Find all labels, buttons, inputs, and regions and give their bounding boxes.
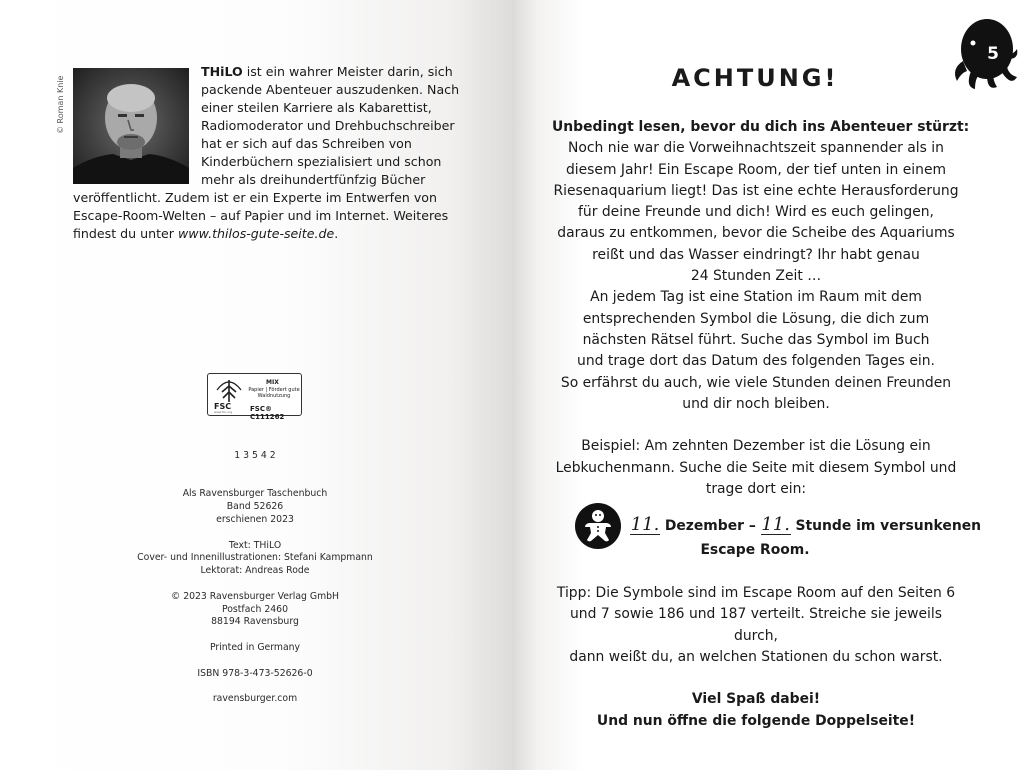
para3-line: Tipp: Die Symbole sind im Escape Room auf den Seiten 6 (556, 585, 956, 601)
page-number: 5 (987, 44, 999, 64)
instructions (552, 117, 970, 500)
fsc-description: Papier | Fördert gute Waldnutzung (248, 387, 300, 399)
example-entry (575, 503, 982, 558)
photo-spacer (73, 63, 201, 185)
para2-line: Beispiel: Am zehnten Dezember ist die Lösung ein (581, 438, 931, 455)
website-line[interactable]: ravensburger.com (212, 693, 298, 705)
text-credit: Text: THiLO (228, 539, 282, 551)
copyright-line: © 2023 Ravensburger Verlag GmbH (170, 590, 340, 602)
hour-field: 11. (761, 514, 790, 535)
para2-line: Lebkuchenmann. Suche die Seite mit diesem Symbol und (555, 459, 957, 476)
author-name: THiLO (201, 64, 243, 79)
editor-credit: Lektorat: Andreas Rode (200, 565, 310, 577)
year-line: erschienen 2023 (216, 513, 294, 525)
photo-credit: © Roman Knie (56, 75, 65, 134)
para1-line: daraus zu entkommen, bevor die Scheibe des Aquariums (557, 225, 955, 242)
para1-line: Riesenaquarium liegt! Das ist eine echte Herausforderung (553, 182, 959, 199)
para3-line: dann weißt du, an welchen Stationen du schon warst. (569, 648, 943, 665)
fsc-mix: MIX (266, 379, 279, 386)
day-field: 11. (630, 514, 660, 535)
bio-end: . (334, 226, 339, 241)
para1-line: 24 Stunden Zeit … (690, 268, 822, 285)
fsc-label (207, 373, 302, 421)
fsc-text-logo: FSC (214, 402, 232, 411)
heading: ACHTUNG! (671, 64, 839, 92)
month-label: Dezember – (664, 518, 756, 534)
para1-line: Noch nie war die Vorweihnachtszeit spannender als in (568, 140, 944, 157)
tips (552, 583, 960, 732)
author-website[interactable]: www.thilos-gute-seite.de (177, 226, 335, 241)
para1-line: diesem Jahr! Ein Escape Room, der tief unten in einem (565, 161, 947, 178)
para1-line: reißt und das Wasser eindringt? Ihr habt genau (592, 246, 920, 263)
closing-line: Und nun öffne die folgende Doppelseite! (596, 712, 916, 729)
para1-line: für deine Freunde und dich! Wird es euch gelingen, (578, 204, 934, 221)
city-line: 88194 Ravensburg (211, 616, 299, 628)
para1-line: An jedem Tag ist eine Station im Raum mit dem (590, 289, 922, 306)
band-line: Band 52626 (226, 501, 284, 513)
printing-line: 1 3 5 4 2 (234, 450, 276, 461)
fsc-code: FSC® C111262 (250, 405, 285, 421)
example-line-1 (630, 516, 981, 535)
printed-line: Printed in Germany (209, 641, 301, 653)
imprint (120, 450, 390, 706)
para1-line: und trage dort das Datum des folgenden Tages ein. (577, 353, 935, 370)
intro-bold: Unbedingt lesen, bevor du dich ins Abenteuer stürzt: (552, 119, 970, 135)
fsc-url: www.fsc.org (214, 410, 233, 414)
bio-text: ist ein wahrer Meister darin, sich packende Abenteuer auszudenken. Nach einer steilen Karriere als Kabarettist, Radiomoderator und Drehbuchschreiber hat er sich auf das Schreiben von Kinderbüchern spezialisiert und schon mehr als dreihundertfünfzig Bücher veröffentlicht. Zudem ist er ein Experte im Entwerfen von Escape-Room-Welten – auf Papier und im Internet. Weiteres findest du unter (73, 64, 460, 241)
para1-line: entsprechenden Symbol die Lösung, die dich zum (582, 310, 930, 327)
para1-line: und dir noch bleiben. (682, 395, 830, 412)
fsc-tree-icon (214, 378, 244, 404)
para3-line: und 7 sowie 186 und 187 verteilt. Streiche sie jeweils durch, (570, 606, 942, 644)
para1-line: So erfährst du auch, wie viele Stunden deinen Freunden (560, 374, 952, 391)
hour-label: Stunde im versunkenen (795, 518, 982, 534)
series-line: Als Ravensburger Taschenbuch (182, 488, 328, 500)
isbn-line: ISBN 978-3-473-52626-0 (197, 667, 313, 679)
postbox-line: Postfach 2460 (221, 603, 289, 615)
closing-line: Viel Spaß dabei! (691, 691, 821, 708)
illustration-credit: Cover- und Innenillustrationen: Stefani Kampmann (137, 552, 373, 564)
author-bio (73, 63, 461, 243)
para1-line: nächsten Rätsel führt. Suche das Symbol im Buch (582, 331, 930, 348)
example-line-2: Escape Room. (700, 542, 810, 558)
para2-line: trage dort ein: (705, 481, 807, 498)
